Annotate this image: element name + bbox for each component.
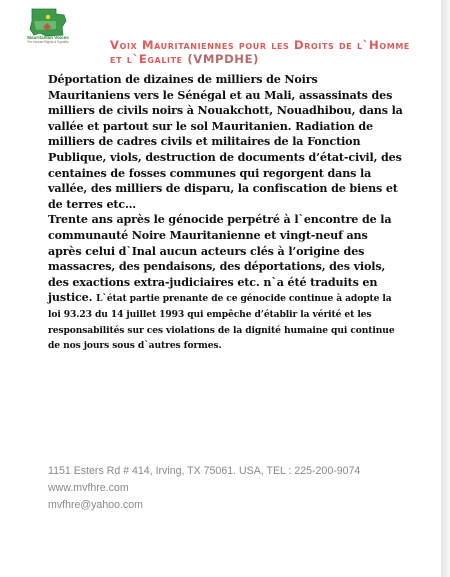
mauritania-map-logo-icon <box>26 5 70 39</box>
footer-website-link[interactable]: www.mvfhre.com <box>48 482 129 494</box>
organization-title <box>110 38 410 66</box>
footer-address: 1151 Esters Rd # 414, Irving, TX 75061. USA, TEL : 225-200-9074 <box>48 465 361 477</box>
contact-footer <box>48 463 428 514</box>
organization-acronym: (VMPDHE) <box>187 52 260 66</box>
page-edge-shadow <box>441 0 450 577</box>
paragraph-genocide-text: Trente ans après le génocide perpétré à l`encontre de la communauté Noire Mauritanienne et vingt-neuf ans après celui d`Inal aucun acteurs clés à l’origine des massacres, des pendaisons, des déportations, des viols, des exactions extra-judiciaires etc. n`a été traduits en justice. <box>48 213 392 305</box>
logo-name: Mauritanian Voices <box>27 35 69 40</box>
paragraph-genocide <box>48 212 403 352</box>
paragraph-law: L`état partie prenante de ce génocide continue à adopte la loi 93.23 du 14 juillet 1993 qui empêche d’établir la vérité et les responsabilités sur ces violations de la dignité humaine qui continue de nos jours sous d`autres formes. <box>48 293 395 352</box>
organization-title-text: Voix Mauritaniennes pour les Droits de l`Homme et l`Egalite <box>110 38 410 66</box>
logo-tagline: For Human Rights & Equality <box>27 39 69 44</box>
logo-caption <box>19 36 77 44</box>
document-body <box>48 72 403 353</box>
footer-email-link[interactable]: mvfhre@yahoo.com <box>48 499 143 511</box>
paragraph-deportation: Déportation de dizaines de milliers de Noirs Mauritaniens vers le Sénégal et au Mali, assassinats des milliers de civils noirs à Nouakchott, Nouadhibou, dans la vallée et partout sur le sol Mauritanien. Radiation de milliers de cadres civils et militaires de la Fonction Publique, viols, destruction de documents d’état-civil, des centaines de fosses communes qui regorgent dans la vallée, des milliers de disparu, la confiscation de biens et de terres etc… <box>48 73 403 211</box>
